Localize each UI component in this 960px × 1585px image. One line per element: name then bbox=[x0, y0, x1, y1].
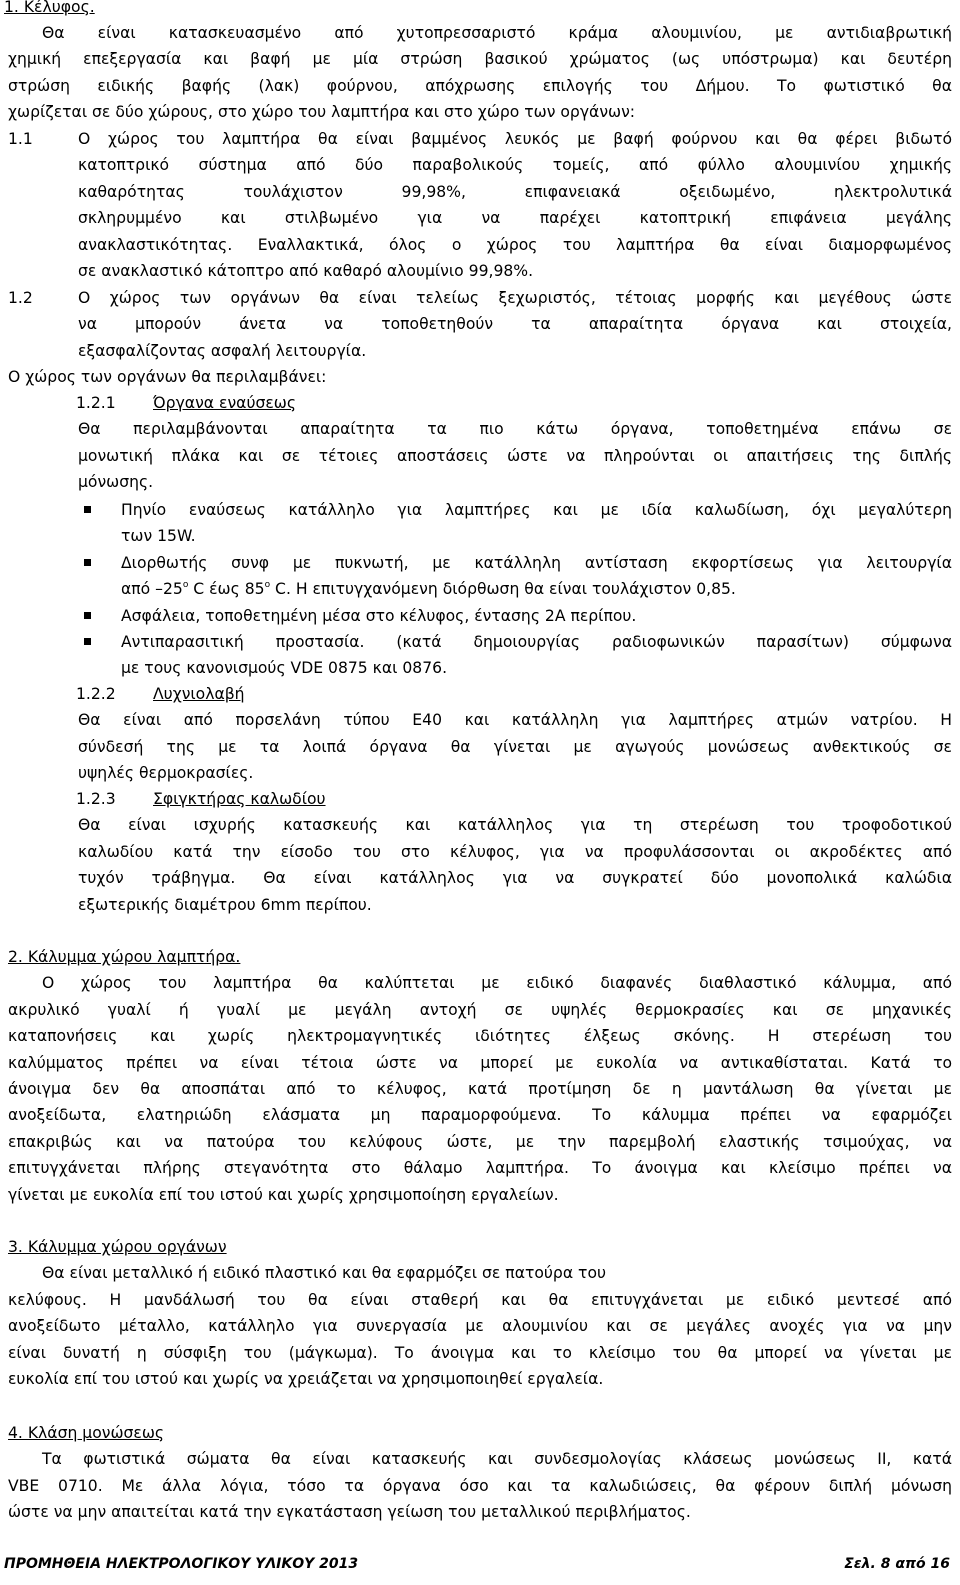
section-4-heading: 4. Κλάση μονώσεως bbox=[8, 1424, 165, 1442]
bullet-marker-icon bbox=[84, 506, 91, 513]
paragraph-1-1: 1.1 Ο χώρος του λαμπτήρα θα είναι βαμμένος λευκός με βαφή φούρνου και θα φέρει βιδωτό κατοπτρικό σύστημα από δύο παραβολικούς τομείς, από φύλλο αλουμινίου χημικής καθαρότητας τουλάχιστον 99,98%, επιφανειακά οξειδωμένο, ηλεκτρολυτικά σκληρυμμένο και στιλβωμένο για να παρέχει κατοπτρική επιφάνεια μεγάλης ανακλαστικότητας. Εναλλακτικά, όλος ο χώρος του λαμπτήρα θα είναι διαμορφωμένος σε ανακλαστικό κάτοπτρο από καθαρό αλουμίνιο 99,98%. bbox=[8, 126, 952, 152]
section-2-heading: 2. Κάλυμμα χώρου λαμπτήρα. bbox=[8, 948, 241, 966]
section-3: 3. Κάλυμμα χώρου οργάνων Θα είναι μεταλλικό ή ειδικό πλαστικό και θα εφαρμόζει σε πατούρα του κελύφους. Η μανδάλωσή του θα είναι σταθερή και θα επιτυγχάνεται με ειδικό μεντεσέ από ανοξείδωτο μέταλλο, κατάλληλο για συνεργασία με αλουμινίου και σε μεγάλες ανοχές για να μην είναι δυνατή η σύσφιξη του (μάγκωμα). Το άνοιγμα και το κλείσιμο του θα μπορεί να γίνεται με ευκολία επί του ιστού και χωρίς να χρειάζεται να χρησιμοποιηθεί εργαλεία. bbox=[8, 1234, 952, 1392]
paragraph-1-1-number: 1.1 bbox=[8, 130, 33, 148]
section-1-heading: 1. Κέλυφος. bbox=[4, 0, 95, 16]
paragraph-1-2-1-title: Όργανα εναύσεως bbox=[153, 394, 296, 412]
section-1-intro: Θα είναι κατασκευασμένο από χυτοπρεσσαριστό κράμα αλουμινίου, με αντιδιαβρωτική χημική επεξεργασία και βαφή με μία στρώση βασικού χρώματος (ως υπόστρωμα) και δευτέρη στρώση ειδικής βαφής (λακ) φούρνου, απόχρωσης επιλογής του Δήμου. Το φωτιστικό θα χωρίζεται σε δύο χώρους, στο χώρο του λαμπτήρα και στο χώρο των οργάνων: bbox=[8, 24, 952, 122]
paragraph-1-2-3-title: Σφιγκτήρας καλωδίου bbox=[153, 790, 326, 808]
bullet-item: Διορθωτής συνφ με πυκνωτή, με κατάλληλη αντίσταση εκφορτίσεως για λειτουργία από –25$^o$ C έως 85$^o$ C. Η επιτυγχανόμενη διόρθωση θα είναι τουλάχιστον 0,85. bbox=[8, 550, 952, 603]
paragraph-1-2-1: 1.2.1 Όργανα εναύσεως Θα περιλαμβάνονται απαραίτητα τα πιο κάτω όργανα, τοποθετημένα επάνω σε μονωτική πλάκα και σε τέτοιες αποστάσεις ώστε να πληρούνται οι απαιτήσεις της διπλής μόνωσης. bbox=[8, 390, 952, 496]
bullet-list bbox=[8, 497, 952, 682]
paragraph-1-2-2: 1.2.2 Λυχνιολαβή Θα είναι από πορσελάνη τύπου Ε40 και κατάλληλη για λαμπτήρες ατμών νατρίου. Η σύνδεσή της με τα λοιπά όργανα θα γίνεται με αγωγούς μονώσεως ανθεκτικούς σε υψηλές θερμοκρασίες. bbox=[8, 681, 952, 787]
footer-title: ΠΡΟΜΗΘΕΙΑ ΗΛΕΚΤΡΟΛΟΓΙΚΟΥ ΥΛΙΚΟΥ 2013 bbox=[4, 1556, 359, 1572]
bullet-marker-icon bbox=[84, 559, 91, 566]
page-number: Σελ. 8 από 16 bbox=[844, 1556, 950, 1572]
bullet-marker-icon bbox=[84, 612, 91, 619]
paragraph-1-2-3: 1.2.3 Σφιγκτήρας καλωδίου Θα είναι ισχυρής κατασκευής και κατάλληλος για τη στερέωση του τροφοδοτικού καλωδίου κατά την είσοδο του στο κέλυφος, για να προφυλάσσονται οι ακροδέκτες από τυχόν τράβηγμα. Θα είναι κατάλληλος για να συγκρατεί δύο μονοπολικά καλώδια εξωτερικής διαμέτρου 6mm περίπου. bbox=[8, 786, 952, 918]
organs-intro: Ο χώρος των οργάνων θα περιλαμβάνει: bbox=[8, 368, 327, 386]
paragraph-1-2: 1.2 Ο χώρος των οργάνων θα είναι τελείως ξεχωριστός, τέτοιας μορφής και μεγέθους ώστε να μπορούν άνετα να τοποθετηθούν τα απαραίτητα όργανα και στοιχεία, εξασφαλίζοντας ασφαλή λειτουργία. bbox=[8, 285, 952, 311]
section-4: 4. Κλάση μονώσεως Τα φωτιστικά σώματα θα είναι κατασκευής και συνδεσμολογίας κλάσεως μονώσεως ΙΙ, κατά VBE 0710. Με άλλα λόγια, τόσο τα όργανα όσο και τα καλωδιώσεις, θα φέρουν διπλή μόνωση ώστε να μην απαιτείται κατά την εγκατάσταση γείωση του μεταλλικού περιβλήματος. bbox=[8, 1420, 952, 1526]
section-3-heading: 3. Κάλυμμα χώρου οργάνων bbox=[8, 1238, 227, 1256]
bullet-item: Πηνίο εναύσεως κατάλληλο για λαμπτήρες και με ιδία καλωδίωση, όχι μεγαλύτερη των 15W. bbox=[8, 497, 952, 550]
paragraph-1-2-2-number: 1.2.2 bbox=[76, 685, 116, 703]
bullet-item: Ασφάλεια, τοποθετημένη μέσα στο κέλυφος, έντασης 2Α περίπου. bbox=[8, 603, 952, 629]
paragraph-1-2-3-number: 1.2.3 bbox=[76, 790, 116, 808]
bullet-marker-icon bbox=[84, 638, 91, 645]
bullet-item: Αντιπαρασιτική προστασία. (κατά δημοιουργίας ραδιοφωνικών παρασίτων) σύμφωνα με τους κανονισμούς VDE 0875 και 0876. bbox=[8, 629, 952, 682]
paragraph-1-2-number: 1.2 bbox=[8, 289, 33, 307]
paragraph-1-2-1-number: 1.2.1 bbox=[76, 394, 116, 412]
paragraph-1-2-2-title: Λυχνιολαβή bbox=[153, 685, 245, 703]
section-2: 2. Κάλυμμα χώρου λαμπτήρα. Ο χώρος του λαμπτήρα θα καλύπτεται με ειδικό διαφανές διαθλαστικό κάλυμμα, από ακρυλικό γυαλί ή γυαλί με μεγάλη αντοχή σε υψηλές θερμοκρασίες και σε μηχανικές καταπονήσεις και χωρίς ηλεκτρομαγνητικές ιδιότητες έλξεως σκόνης. Η στερέωση του καλύμματος πρέπει να είναι τέτοια ώστε να μπορεί με ευκολία να αντικαθίσταται. Κατά το άνοιγμα δεν θα αποσπάται από το κέλυφος, κατά προτίμηση δε η μαντάλωση θα γίνεται με ανοξείδωτα, ελατηριώδη ελάσματα μη παραμορφούμενα. Το κάλυμμα πρέπει να εφαρμόζει επακριβώς και να πατούρα του κελύφους ώστε, με την παρεμβολή ελαστικής τσιμούχας, να επιτυγχάνεται πλήρης στεγανότητα στο θάλαμο λαμπτήρα. Το άνοιγμα και κλείσιμο πρέπει να γίνεται με ευκολία επί του ιστού και χωρίς χρησιμοποίηση εργαλείων. bbox=[8, 944, 952, 1208]
